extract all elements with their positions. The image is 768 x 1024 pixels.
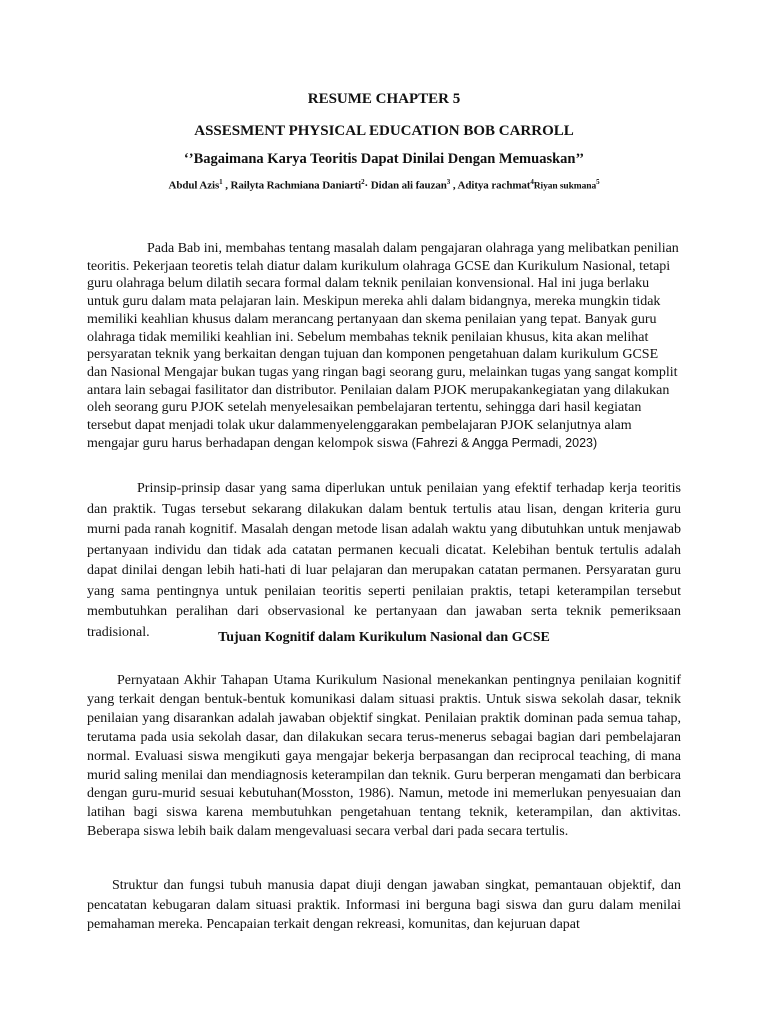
author-affiliation: 4 xyxy=(530,178,534,186)
citation: (Fahrezi & Angga Permadi, 2023) xyxy=(411,435,598,450)
author-affiliation: 5 xyxy=(596,178,600,186)
author-name: Railyta Rachmiana Daniarti xyxy=(230,179,362,192)
author-affiliation: 2 xyxy=(361,178,365,186)
author-name: Abdul Azis xyxy=(168,179,220,192)
body-paragraph-4: Struktur dan fungsi tubuh manusia dapat diuji dengan jawaban singkat, pemantauan objektif, dan pencatatan kebugaran dalam situasi praktik. Informasi ini berguna bagi siswa dan guru dalam menilai pemahaman mereka. Pencapaian terkait dengan rekreasi, komunitas, dan kejuruan dapat xyxy=(87,878,681,932)
document-title-line2: ASSESMENT PHYSICAL EDUCATION BOB CARROLL xyxy=(194,123,574,139)
subtitle-close-quote: ’’ xyxy=(575,151,585,167)
section-heading: Tujuan Kognitif dalam Kurikulum Nasional dan GCSE xyxy=(218,630,550,645)
document-subtitle xyxy=(0,151,768,168)
body-paragraph-1 xyxy=(87,240,681,452)
subtitle-open-quote: ‘’ xyxy=(183,151,194,167)
author-separator: · xyxy=(364,179,371,192)
body-paragraph-3: Pernyataan Akhir Tahapan Utama Kurikulum Nasional menekankan pentingnya penilaian kognitif yang terkait dengan bentuk-bentuk komunikasi dalam situasi praktis. Untuk siswa sekolah dasar, teknik penilaian yang disarankan adalah jawaban objektif singkat. Penilaian praktik dominan pada semua tahap, terutama pada usia sekolah dasar, dan dilakukan secara terus-menerus sebagai bagian dari pembelajaran normal. Evaluasi siswa mengikuti gaya mengajar bekerja berpasangan dan reciprocal teaching, di mana murid saling menilai dan mendiagnosis keterampilan dan teknik. Guru berperan mengamati dan berbicara dengan guru-murid sesuai kebutuhan(Mosston, 1986). Namun, metode ini memerlukan penyesuaian dan latihan bagi siswa karena membutuhkan pengetahuan tentang teknik, keterampilan, dan aktivitas. Beberapa siswa lebih baik dalam mengevaluasi secara verbal dari pada secara tertulis. xyxy=(87,673,681,840)
author-list xyxy=(0,178,768,192)
author-separator: , xyxy=(222,179,231,192)
author-affiliation: 1 xyxy=(219,178,223,186)
document-title: RESUME CHAPTER 5 xyxy=(307,91,461,107)
author-affiliation: 3 xyxy=(446,178,451,186)
author-name: Riyan sukmana xyxy=(533,181,597,192)
subtitle-text: Bagaimana Karya Teoritis Dapat Dinilai Dengan Memuaskan xyxy=(193,151,576,167)
paragraph-text: Pada Bab ini, membahas tentang masalah dalam pengajaran olahraga yang melibatkan penilian teoritis. Pekerjaan teoretis telah diatur dalam kurikulum olahraga GCSE dan Kurikulum Nasional, tetapi guru olahraga belum dilatih secara formal dalam teknik penilaian konvensional. Hal ini juga berlaku untuk guru dalam mata pelajaran lain. Meskipun mereka ahli dalam bidangnya, mereka mungkin tidak memiliki keahlian khusus dalam merancang pertanyaan dan skema penilaian yang tepat. Banyak guru olahraga tidak memiliki keahlian ini. Sebelum membahas teknik penilaian khusus, kita akan melihat persyaratan teknik yang berkaitan dengan tujuan dan komponen pengetahuan dalam kurikulum GCSE dan Nasional Mengajar bukan tugas yang ringan bagi seorang guru, melainkan tugas yang sangat komplit antara lain sebagai fasilitator dan distributor. Penilaian dalam PJOK merupakankegiatan yang dilakukan oleh seorang guru PJOK setelah menyelesaikan pembelajaran tertentu, sehingga dari hasil kegiatan tersebut dapat menjadi tolak ukur dalammenyelenggarakan pembelajaran PJOK selanjutnya alam mengajar guru harus berhadapan dengan kelompok siswa xyxy=(87,241,679,451)
author-separator: , xyxy=(450,179,458,192)
author-name: Didan ali fauzan xyxy=(370,179,447,192)
body-paragraph-2: Prinsip-prinsip dasar yang sama diperlukan untuk penilaian yang efektif terhadap kerja teoritis dan praktik. Tugas tersebut sekarang dilakukan dalam bentuk tertulis atau lisan, dengan kriteria guru murni pada ranah kognitif. Masalah dengan metode lisan adalah waktu yang dibutuhkan untuk menjawab pertanyaan individu dan tidak ada catatan permanen kecuali dicatat. Kelebihan bentuk tertulis adalah dapat dinilai dengan lebih hati-hati di luar pelajaran dan merupakan catatan permanen. Persyaratan guru yang sama pentingnya untuk penilaian teoritis seperti penilaian praktis, tetapi keterampilan tersebut membutuhkan peralihan dari observasional ke pertanyaan dan jawaban serta teknik pemeriksaan tradisional. xyxy=(87,481,681,640)
author-name: Aditya rachmat xyxy=(457,179,531,192)
